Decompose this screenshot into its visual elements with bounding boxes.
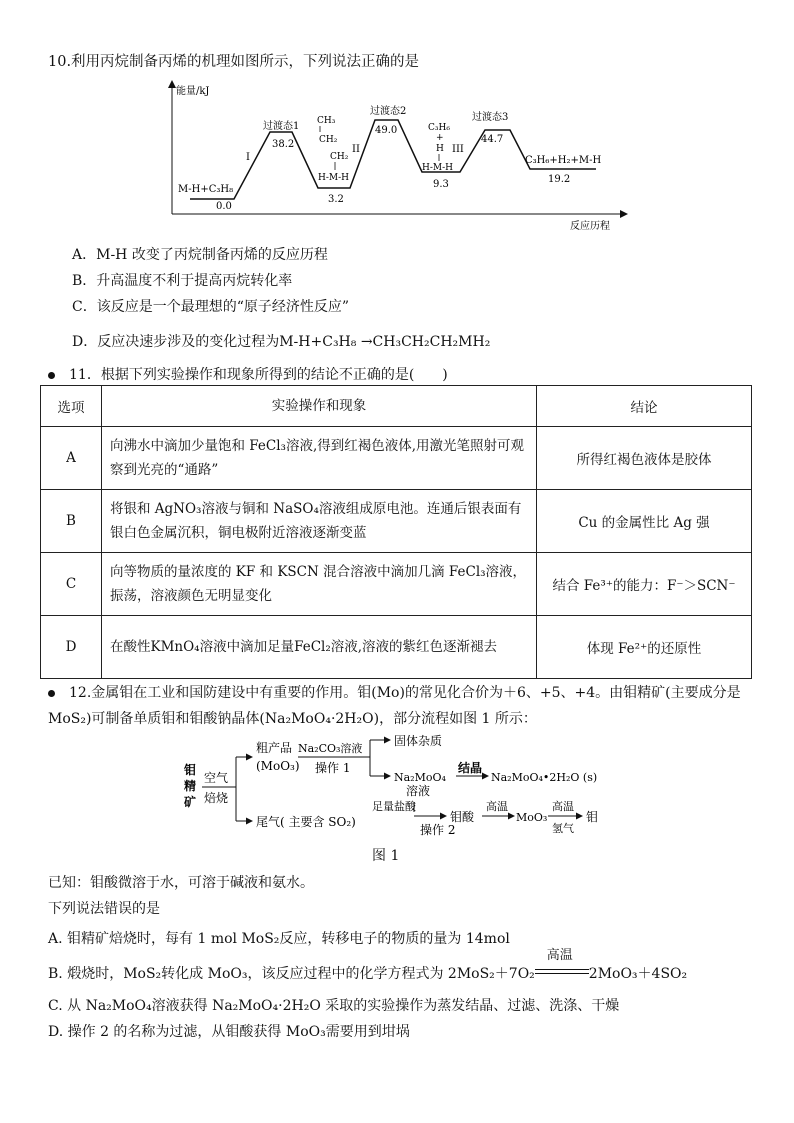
step-3-label: III	[452, 144, 464, 155]
flow-op2: 操作 2	[420, 823, 456, 837]
flow-tail: 尾气( 主要含 SO₂)	[256, 815, 356, 829]
flow-crystallize: 结晶	[458, 761, 483, 775]
end-label: C₃H₆+H₂+M-H	[525, 155, 602, 166]
int2-value: 9.3	[433, 179, 449, 190]
table-header-row	[41, 386, 752, 427]
energy-diagram	[160, 76, 640, 236]
flow-product: Na₂MoO₄•2H₂O (s)	[491, 771, 598, 784]
flow-roast: 焙烧	[204, 791, 229, 805]
ts1-value: 38.2	[272, 139, 295, 150]
flow-moo3: (MoO₃)	[256, 759, 300, 773]
start-label: M-H+C₃H₈	[178, 184, 234, 195]
table-row	[41, 616, 752, 679]
flow-hightemp-1: 高温	[486, 800, 508, 813]
int1-value: 3.2	[328, 194, 344, 205]
flow-na2co3: Na₂CO₃溶液	[298, 742, 363, 755]
x-axis-label: 反应历程	[570, 221, 610, 232]
row-conclusion: Cu 的金属性比 Ag 强	[537, 490, 752, 553]
option-b-text: B. 煅烧时，MoS₂转化成 MoO₃，该反应过程中的化学方程式为 2MoS₂＋7O₂	[48, 966, 535, 982]
int2-hmh: H-M-H	[422, 163, 453, 173]
table-row	[41, 490, 752, 553]
reaction-condition	[535, 948, 589, 978]
question-prompt: 下列说法错误的是	[48, 901, 160, 917]
q12-option-c: C. 从 Na₂MoO₄溶液获得 Na₂MoO₄·2H₂O 采取的实验操作为蒸发结晶、过滤、洗涤、干燥	[48, 998, 620, 1014]
table-row	[41, 427, 752, 490]
end-value: 19.2	[548, 174, 571, 185]
flow-hightemp-2: 高温	[552, 800, 574, 813]
q12-option-d: D. 操作 2 的名称为过滤，从钼酸获得 MoO₃需要用到坩埚	[48, 1024, 410, 1040]
row-operation: 向沸水中滴加少量饱和 FeCl₃溶液,得到红褐色液体,用激光笔照射可观察到光亮的“通路”	[102, 427, 537, 490]
int1-hmh: H-M-H	[318, 173, 349, 183]
question-10-title: 10.利用丙烷制备丙烯的机理如图所示，下列说法正确的是	[48, 54, 420, 70]
question-11-title	[48, 364, 448, 384]
known-info: 已知：钼酸微溶于水，可溶于碱液和氨水。	[48, 875, 314, 891]
flow-ore-3: 矿	[184, 795, 197, 809]
flow-crude: 粗产品	[256, 741, 293, 755]
flow-hydrogen: 氢气	[552, 822, 574, 835]
ts3-label: 过渡态3	[472, 112, 509, 123]
flow-solid: 固体杂质	[394, 734, 443, 748]
ts1-label: 过渡态1	[263, 121, 300, 132]
row-option: D	[41, 616, 102, 679]
int2-plus: +	[436, 133, 444, 143]
flow-na2moo4: Na₂MoO₄	[394, 771, 446, 784]
int1-ch2b: CH₂	[330, 152, 349, 162]
q10-option-c: C．该反应是一个最理想的“原子经济性反应”	[72, 299, 350, 315]
condition-label: 高温	[546, 948, 573, 963]
flow-solution: 溶液	[406, 784, 431, 798]
experiment-table	[40, 385, 752, 679]
bullet-icon	[48, 690, 55, 697]
int1-ch3: CH₃	[317, 116, 336, 126]
flow-mo: 钼	[586, 810, 599, 824]
flow-ore-2: 精	[184, 779, 197, 793]
y-axis-label: 能量/kJ	[176, 86, 210, 97]
row-operation: 向等物质的量浓度的 KF 和 KSCN 混合溶液中滴加几滴 FeCl₃溶液，振荡，溶液颜色无明显变化	[102, 553, 537, 616]
flow-op1: 操作 1	[315, 761, 351, 775]
figure-caption: 图 1	[372, 848, 400, 864]
table-row	[41, 553, 752, 616]
row-option: B	[41, 490, 102, 553]
ts2-value: 49.0	[375, 125, 398, 136]
flow-molybdic: 钼酸	[450, 810, 475, 824]
flow-moo3-b: MoO₃	[516, 811, 548, 824]
row-operation: 在酸性KMnO₄溶液中滴加足量FeCl₂溶液,溶液的紫红色逐渐褪去	[102, 616, 537, 679]
row-option: C	[41, 553, 102, 616]
ts3-value: 44.7	[481, 134, 504, 145]
start-value: 0.0	[216, 201, 232, 212]
step-1-label: I	[246, 152, 250, 163]
header-option: 选项	[41, 386, 102, 427]
q10-option-d: D．反应决速步涉及的变化过程为M-H+C₃H₈ →CH₃CH₂CH₂MH₂	[72, 334, 491, 350]
int2-c3h6: C₃H₆	[428, 123, 450, 133]
row-conclusion: 体现 Fe²⁺的还原性	[537, 616, 752, 679]
step-2-label: II	[352, 144, 360, 155]
question-11-text: 11．根据下列实验操作和现象所得到的结论不正确的是( )	[69, 367, 448, 383]
row-operation: 将银和 AgNO₃溶液与铜和 NaSO₄溶液组成原电池。连通后银表面有银白色金属沉积，铜电极附近溶液逐渐变蓝	[102, 490, 537, 553]
row-conclusion: 结合 Fe³⁺的能力：F⁻＞SCN⁻	[537, 553, 752, 616]
row-conclusion: 所得红褐色液体是胶体	[537, 427, 752, 490]
header-operation: 实验操作和现象	[102, 386, 537, 427]
question-12-intro	[48, 680, 768, 732]
int1-ch2a: CH₂	[319, 135, 338, 145]
ts2-label: 过渡态2	[370, 106, 407, 117]
row-option: A	[41, 427, 102, 490]
flow-air: 空气	[204, 771, 229, 785]
flow-ore-1: 钼	[184, 763, 197, 777]
process-flow-diagram	[180, 732, 620, 844]
bullet-icon	[48, 372, 55, 379]
q12-option-a: A. 钼精矿焙烧时，每有 1 mol MoS₂反应，转移电子的物质的量为 14mol	[48, 931, 510, 947]
q10-option-a: A．M-H 改变了丙烷制备丙烯的反应历程	[72, 247, 328, 263]
q10-option-b: B．升高温度不利于提高丙烷转化率	[72, 273, 293, 289]
question-12-text: 12.金属钼在工业和国防建设中有重要的作用。钼(Mo)的常见化合价为＋6、+5、+4。由钼精矿(主要成分是 MoS₂)可制备单质钼和钼酸钠晶体(Na₂MoO₄·2H₂O)，部分流程如图 1 所示：	[48, 685, 741, 727]
option-b-products: 2MoO₃＋4SO₂	[588, 966, 688, 982]
q12-option-b	[48, 948, 688, 983]
int2-h: H	[436, 144, 444, 154]
flow-hcl: 足量盐酸	[372, 800, 416, 813]
header-conclusion: 结论	[537, 386, 752, 427]
